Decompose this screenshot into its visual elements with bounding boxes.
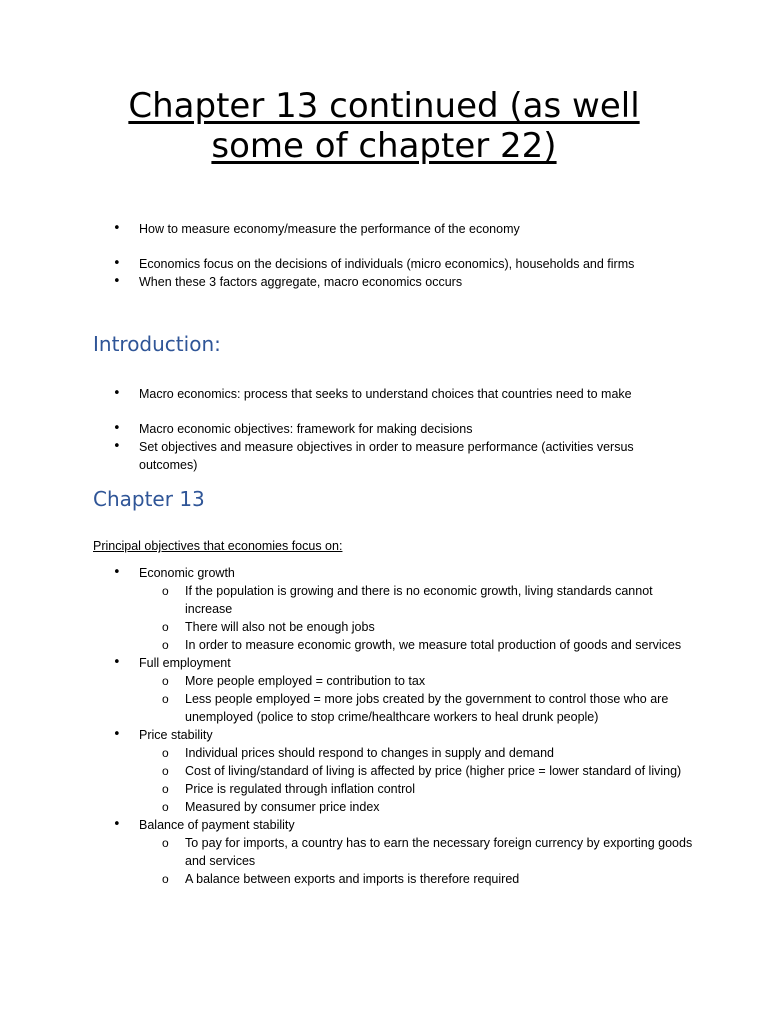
list-item: o More people employed = contribution to tax: [139, 672, 693, 690]
objective-full-employment: [93, 654, 693, 726]
objective-label: Price stability: [139, 728, 213, 742]
objective-label: Balance of payment stability: [139, 818, 295, 832]
list-item: • Economics focus on the decisions of individuals (micro economics), households and firms: [93, 255, 693, 273]
list-item: • How to measure economy/measure the performance of the economy: [93, 220, 693, 238]
list-item: • Macro economic objectives: framework for making decisions: [93, 420, 693, 438]
objective-balance-of-payment: [93, 816, 693, 888]
list-item: • Macro economics: process that seeks to understand choices that countries need to make: [93, 385, 693, 403]
intro-bullet-list: [93, 220, 693, 291]
list-item: o Price is regulated through inflation control: [139, 780, 693, 798]
list-item: o A balance between exports and imports is therefore required: [139, 870, 693, 888]
document-title-line-1: Chapter 13 continued (as well: [128, 86, 640, 126]
document-title-line-2: some of chapter 22): [211, 126, 557, 166]
objective-label: Economic growth: [139, 566, 235, 580]
list-item: • Set objectives and measure objectives in order to measure performance (activities versus outcomes): [93, 438, 693, 474]
objective-points: [139, 582, 693, 654]
objective-label: Full employment: [139, 656, 231, 670]
objective-points: [139, 672, 693, 726]
objective-economic-growth: [93, 564, 693, 654]
objectives-subheading: Principal objectives that economies focus on:: [93, 539, 343, 553]
objective-price-stability: [93, 726, 693, 816]
list-item: o Less people employed = more jobs created by the government to control those who are unemployed (police to stop crime/healthcare workers to heal drunk people): [139, 690, 693, 726]
introduction-heading: Introduction:: [93, 332, 221, 356]
objective-points: [139, 834, 693, 888]
document-title: [0, 86, 768, 166]
objectives-list: [93, 564, 693, 888]
list-item: o To pay for imports, a country has to earn the necessary foreign currency by exporting goods and services: [139, 834, 693, 870]
list-item: • When these 3 factors aggregate, macro economics occurs: [93, 273, 693, 291]
list-item: o Individual prices should respond to changes in supply and demand: [139, 744, 693, 762]
chapter-13-heading: Chapter 13: [93, 487, 205, 511]
list-item: o If the population is growing and there is no economic growth, living standards cannot increase: [139, 582, 693, 618]
list-item: o Cost of living/standard of living is affected by price (higher price = lower standard of living): [139, 762, 693, 780]
list-item: o Measured by consumer price index: [139, 798, 693, 816]
objective-points: [139, 744, 693, 816]
list-item: o In order to measure economic growth, we measure total production of goods and services: [139, 636, 693, 654]
introduction-bullet-list: [93, 385, 693, 474]
list-item: o There will also not be enough jobs: [139, 618, 693, 636]
